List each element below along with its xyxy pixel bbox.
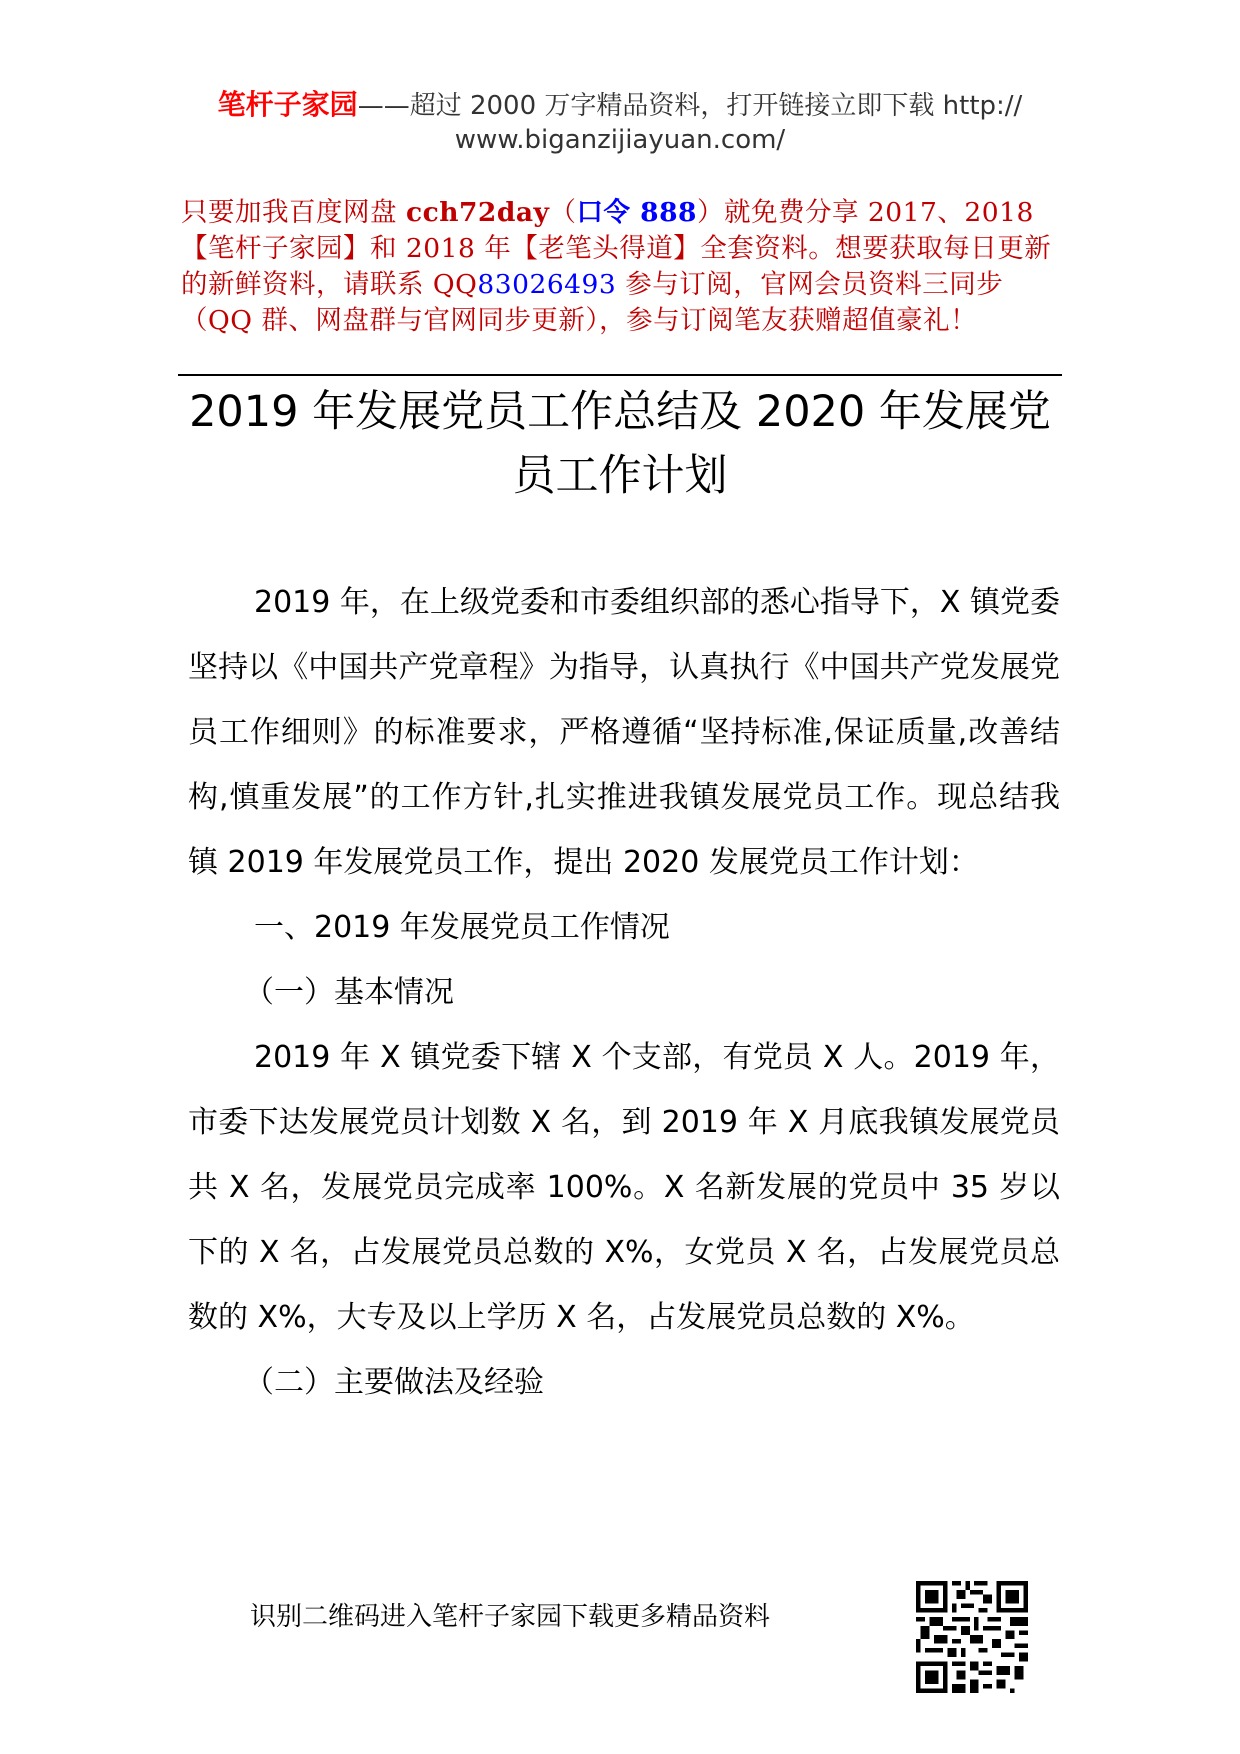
header-divider	[178, 374, 1062, 376]
subsection-heading-1: （一）基本情况	[244, 975, 454, 1010]
subsection-heading-2: （二）主要做法及经验	[244, 1365, 544, 1400]
netdisk-id: cch72day	[405, 197, 550, 228]
section-heading-1: 一、2019 年发展党员工作情况	[254, 910, 670, 945]
banner-tagline: ——超过 2000 万字精品资料，打开链接立即下载 http://	[357, 91, 1023, 121]
paren-open: （	[549, 197, 577, 228]
promo-text-3: 参与订阅，官网会员资料三同步（QQ 群、网盘群与官网同步更新），参与订阅笔友获赠超值豪礼！	[181, 269, 1004, 336]
qq-number: 83026493	[477, 269, 617, 300]
qr-code-graphic	[916, 1581, 1028, 1693]
document-title: 2019 年发展党员工作总结及 2020 年发展党员工作计划	[189, 387, 1051, 501]
promo-text-1: 只要加我百度网盘	[181, 197, 406, 228]
qr-code-icon[interactable]	[916, 1581, 1028, 1693]
site-banner	[180, 88, 1060, 157]
intro-paragraph: 2019 年，在上级党委和市委组织部的悉心指导下，X 镇党委坚持以《中国共产党章程》为指导，认真执行《中国共产党发展党员工作细则》的标准要求，严格遵循“坚持标准,保证质量,改善结构,慎重发展”的工作方针,扎实推进我镇发展党员工作。现总结我镇 2019 年发展党员工作，提出 2020 发展党员工作计划：	[188, 585, 1060, 880]
qr-caption: 识别二维码进入笔杆子家园下载更多精品资料	[250, 1602, 771, 1632]
paren-close: ）	[697, 197, 724, 228]
basic-situation-paragraph: 2019 年 X 镇党委下辖 X 个支部，有党员 X 人。2019 年，市委下达发展党员计划数 X 名，到 2019 年 X 月底我镇发展党员共 X 名，发展党员完成率 100%。X 名新发展的党员中 35 岁以下的 X 名，占发展党员总数的 X%，女党员 X 名，占发展党员总数的 X%，大专及以上学历 X 名，占发展党员总数的 X%。	[188, 1040, 1060, 1335]
promo-text-2: 就免费分享 2017、2018【笔杆子家园】和 2018 年【老笔头得道】全套资料。想要获取每日更新的新鲜资料，请联系 QQ	[181, 197, 1052, 300]
banner-url-link[interactable]: www.biganzijiayuan.com/	[454, 125, 786, 155]
promo-notice	[181, 195, 1061, 339]
access-code: 口令 888	[576, 197, 697, 228]
brand-name: 笔杆子家园	[217, 88, 358, 121]
document-body	[188, 570, 1060, 1415]
